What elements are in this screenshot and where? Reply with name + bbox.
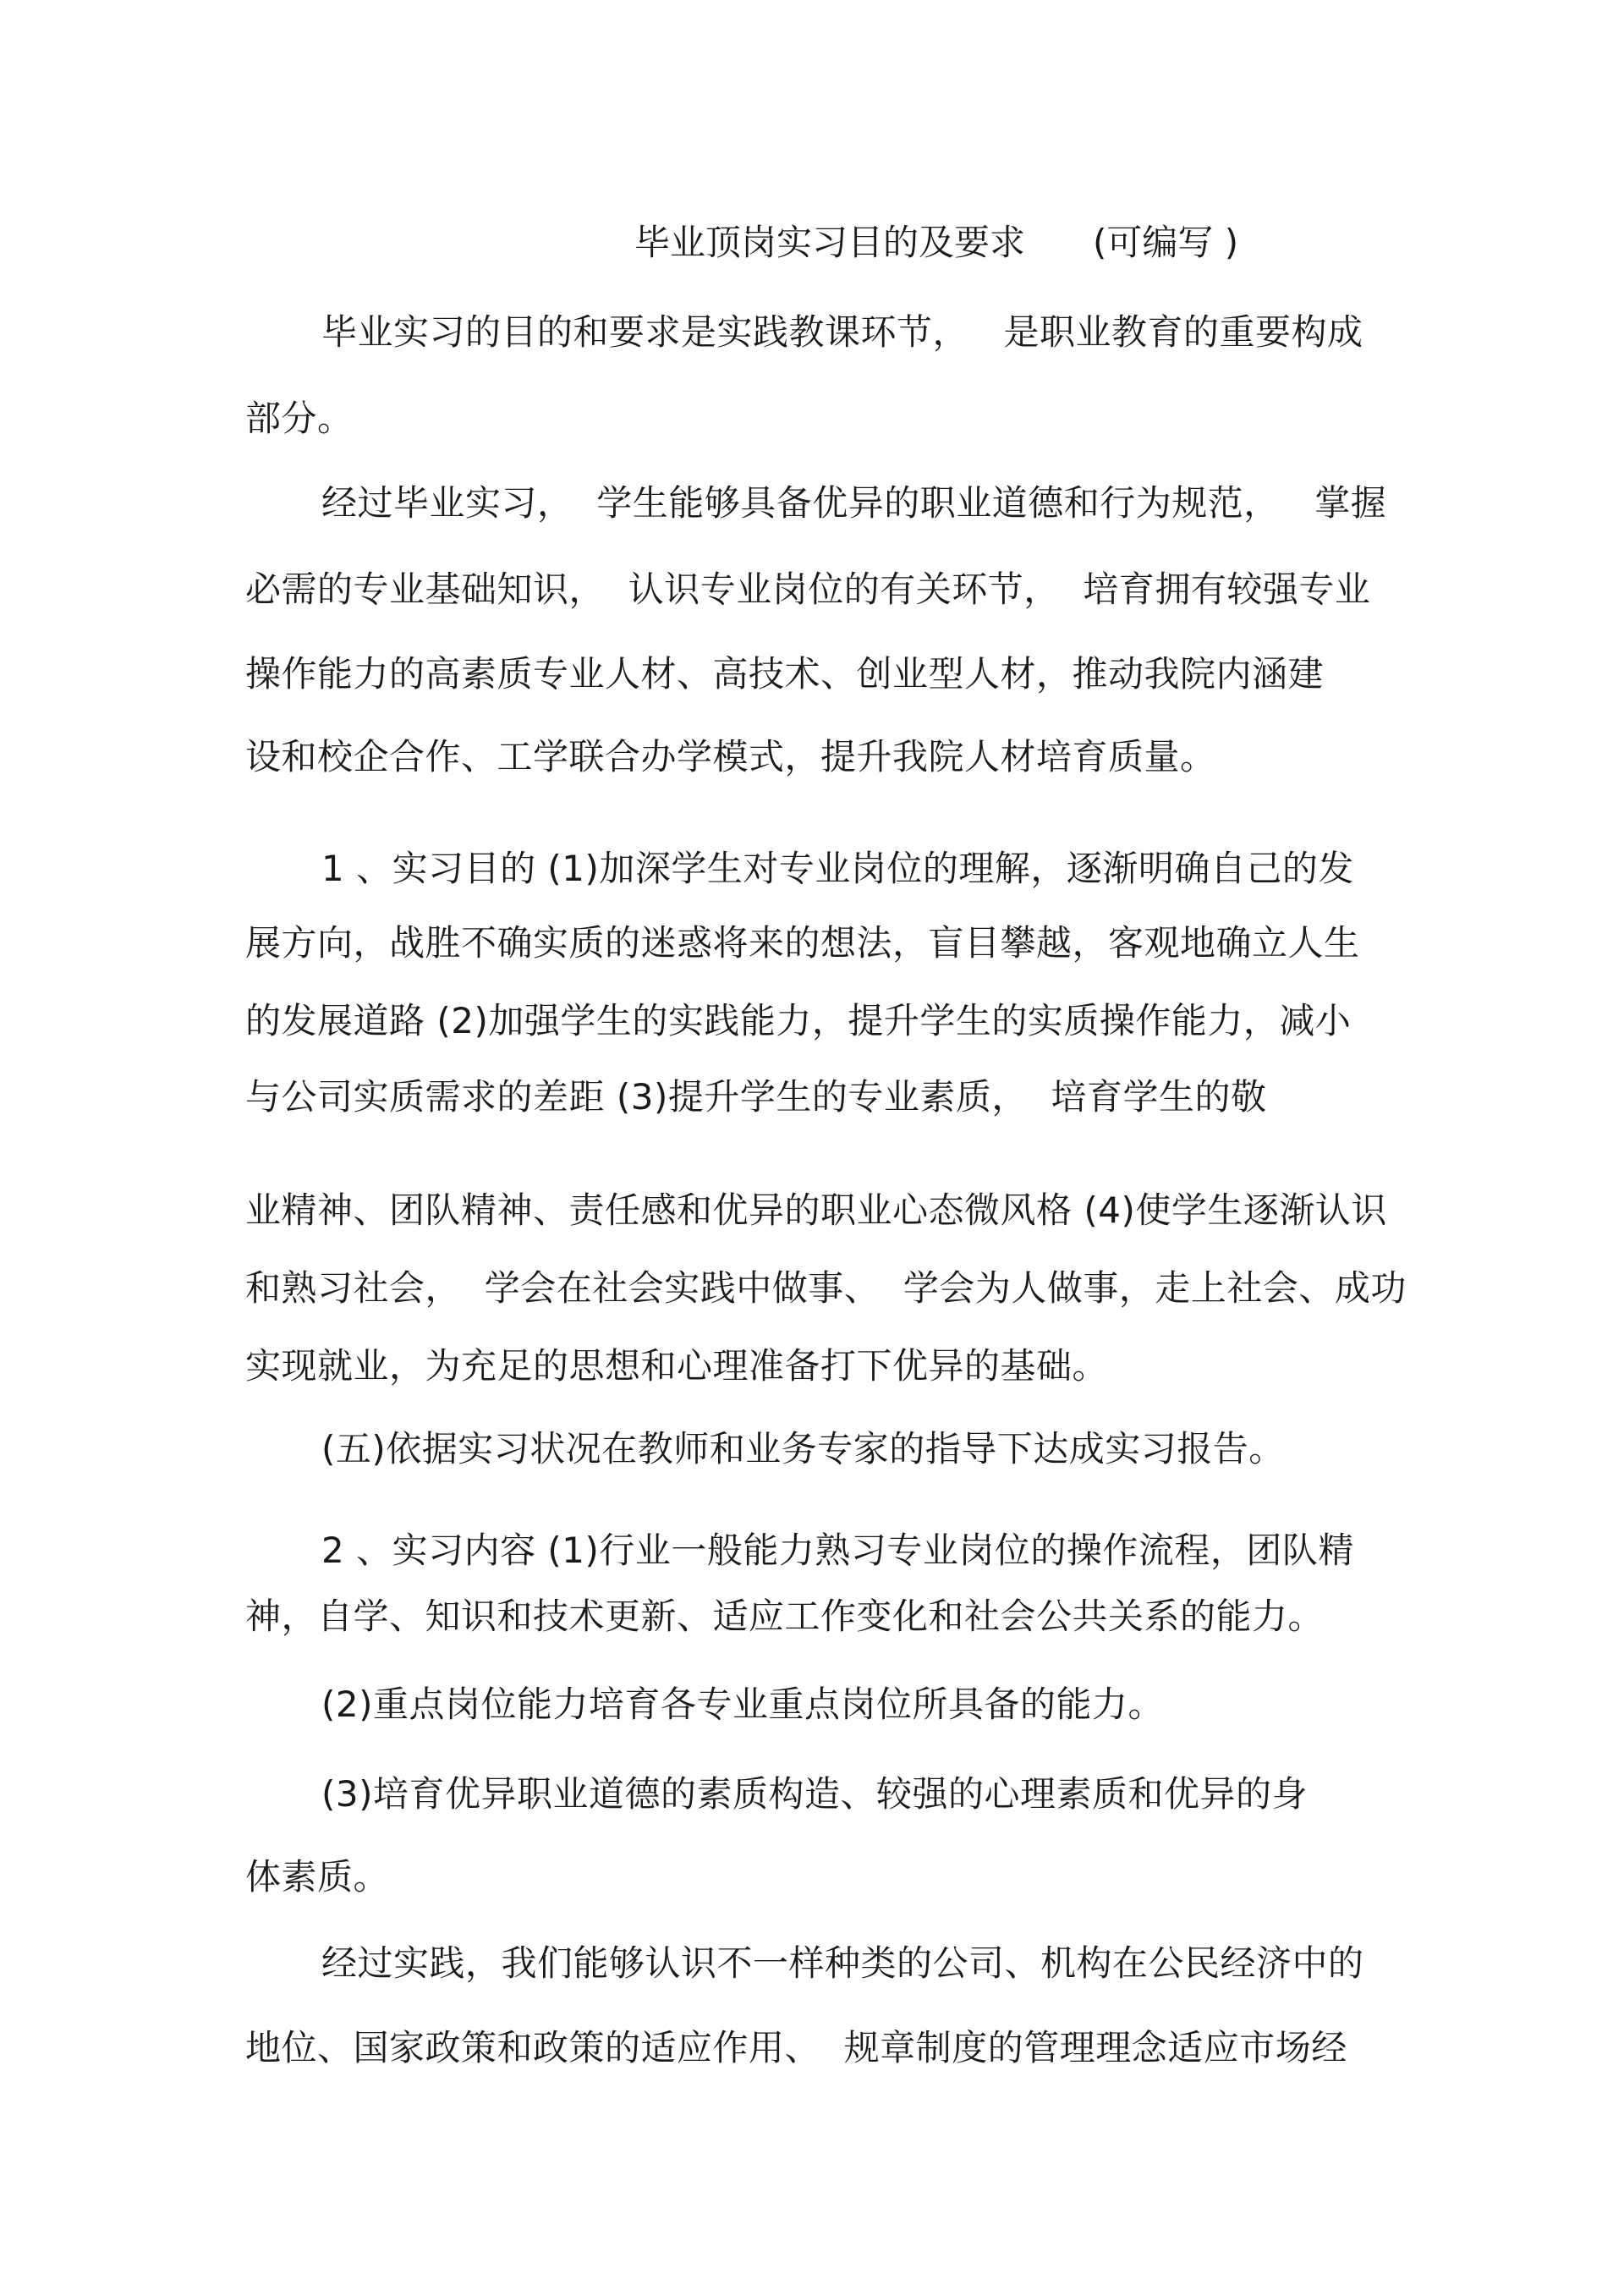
paragraph-line: 实现就业，为充足的思想和心理准备打下优异的基础。: [245, 1345, 1109, 1387]
paragraph-line: 经过实践，我们能够认识不一样种类的公司、机构在公民经济中的: [321, 1942, 1364, 1984]
paragraph-line: 地位、国家政策和政策的适应作用、 规章制度的管理理念适应市场经: [245, 2027, 1347, 2068]
paragraph-line: 和熟习社会， 学会在社会实践中做事、 学会为人做事，走上社会、成功: [245, 1267, 1407, 1309]
paragraph-line: 与公司实质需求的差距 (3)提升学生的专业素质， 培育学生的敬: [245, 1076, 1267, 1118]
paragraph-line: 设和校企合作、工学联合办学模式，提升我院人材培育质量。: [245, 736, 1216, 777]
paragraph-line: 体素质。: [245, 1856, 390, 1898]
paragraph-line: 的发展道路 (2)加强学生的实践能力，提升学生的实质操作能力，减小: [245, 1000, 1352, 1041]
paragraph-line: 经过毕业实习， 学生能够具备优异的职业道德和行为规范， 掌握: [321, 482, 1387, 524]
paragraph-line: (3)培育优异职业道德的素质构造、较强的心理素质和优异的身: [321, 1773, 1308, 1815]
paragraph-line: (2)重点岗位能力培育各专业重点岗位所具备的能力。: [321, 1684, 1164, 1725]
title-text: 毕业顶岗实习目的及要求: [634, 222, 1026, 263]
paragraph-line: 神，自学、知识和技术更新、适应工作变化和社会公共关系的能力。: [245, 1596, 1325, 1637]
paragraph-line: 2 、实习内容 (1)行业一般能力熟习专业岗位的操作流程，团队精: [321, 1530, 1354, 1571]
title-note: (可编写 ): [1093, 222, 1239, 263]
paragraph-line: 业精神、团队精神、责任感和优异的职业心态微风格 (4)使学生逐渐认识: [245, 1189, 1387, 1231]
paragraph-line: 1 、实习目的 (1)加深学生对专业岗位的理解，逐渐明确自己的发: [321, 848, 1354, 889]
paragraph-line: 毕业实习的目的和要求是实践教课环节， 是职业教育的重要构成: [321, 311, 1363, 353]
document-title: [634, 222, 1238, 264]
paragraph-line: 部分。: [245, 398, 354, 439]
paragraph-line: 操作能力的高素质专业人材、高技术、创业型人材，推动我院内涵建: [245, 653, 1325, 695]
paragraph-line: (五)依据实习状况在教师和业务专家的指导下达成实习报告。: [321, 1428, 1285, 1469]
paragraph-line: 必需的专业基础知识， 认识专业岗位的有关环节， 培育拥有较强专业: [245, 569, 1371, 610]
paragraph-line: 展方向，战胜不确实质的迷惑将来的想法，盲目攀越，客观地确立人生: [245, 922, 1360, 964]
